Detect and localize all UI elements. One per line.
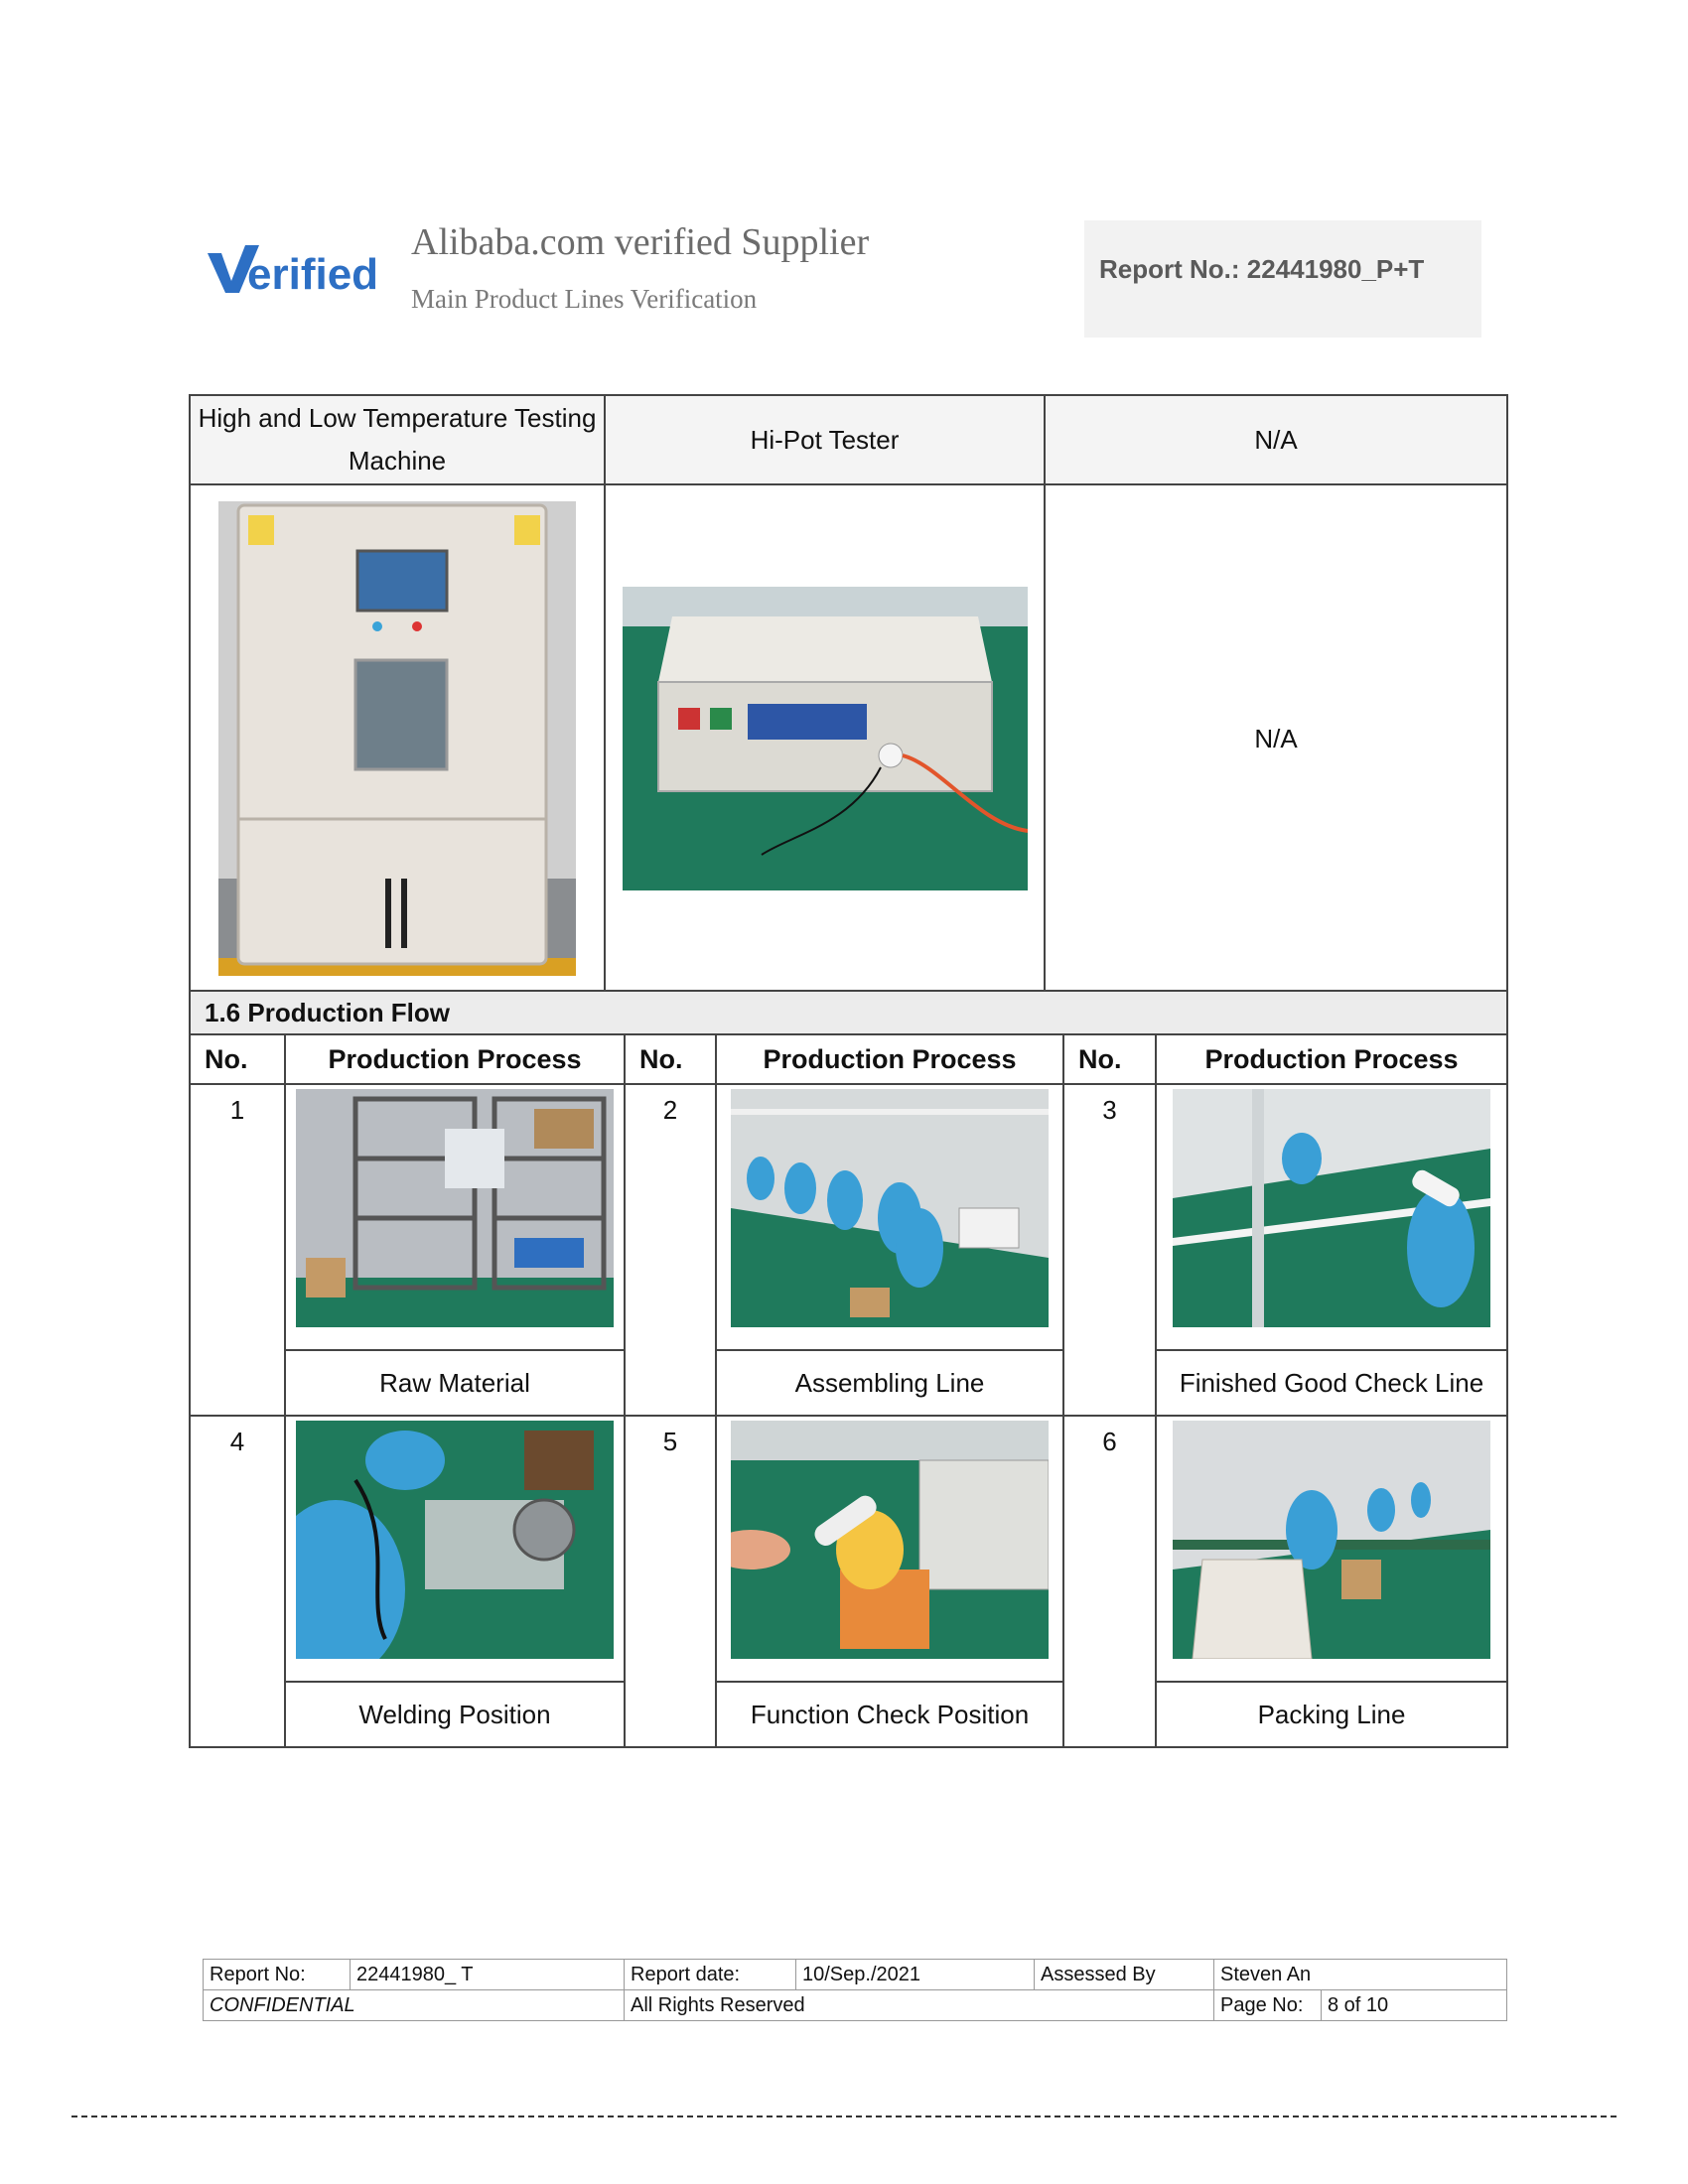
footer-page-value: 8 of 10 xyxy=(1322,1990,1507,2021)
footer-assessed-by-value: Steven An xyxy=(1214,1960,1507,1990)
step-caption: Finished Good Check Line xyxy=(1156,1350,1507,1416)
verified-logo xyxy=(202,233,375,303)
report-number: Report No.: 22441980_P+T xyxy=(1099,254,1425,284)
welding-position-photo xyxy=(296,1421,614,1659)
col-header-no: No. xyxy=(625,1034,716,1084)
supplier-title: Alibaba.com verified Supplier xyxy=(411,221,870,263)
step-number: 4 xyxy=(190,1416,285,1747)
step-caption: Raw Material xyxy=(285,1350,625,1416)
equipment-title-2: Hi-Pot Tester xyxy=(605,395,1045,484)
page-bottom-divider xyxy=(71,2116,1617,2117)
footer-rights: All Rights Reserved xyxy=(625,1990,1214,2021)
step-caption: Welding Position xyxy=(285,1682,625,1747)
step-number: 3 xyxy=(1063,1084,1156,1416)
step-number: 5 xyxy=(625,1416,716,1747)
svg-text:erified: erified xyxy=(247,250,375,299)
step-photo-cell xyxy=(285,1416,625,1682)
step-photo-cell xyxy=(285,1084,625,1350)
assembling-line-photo xyxy=(731,1089,1049,1327)
finished-good-check-photo xyxy=(1173,1089,1490,1327)
report-number-box xyxy=(1084,220,1481,338)
raw-material-photo xyxy=(296,1089,614,1327)
equipment-photo-cell-1 xyxy=(190,484,605,993)
equipment-photo-cell-2 xyxy=(605,484,1045,993)
temperature-chamber-photo xyxy=(218,501,576,976)
step-number: 1 xyxy=(190,1084,285,1416)
packing-line-photo xyxy=(1173,1421,1490,1659)
section-title: 1.6 Production Flow xyxy=(190,991,1507,1034)
footer-report-no-label: Report No: xyxy=(204,1960,351,1990)
footer-assessed-by-label: Assessed By xyxy=(1035,1960,1214,1990)
col-header-process: Production Process xyxy=(716,1034,1063,1084)
step-caption: Assembling Line xyxy=(716,1350,1063,1416)
footer-table xyxy=(203,1959,1507,2021)
step-photo-cell xyxy=(1156,1416,1507,1682)
equipment-title-1: High and Low Temperature Testing Machine xyxy=(190,395,605,484)
col-header-process: Production Process xyxy=(285,1034,625,1084)
footer-report-date-label: Report date: xyxy=(625,1960,796,1990)
equipment-title-3: N/A xyxy=(1045,395,1507,484)
step-number: 6 xyxy=(1063,1416,1156,1747)
step-photo-cell xyxy=(716,1416,1063,1682)
col-header-no: No. xyxy=(1063,1034,1156,1084)
step-caption: Packing Line xyxy=(1156,1682,1507,1747)
step-number: 2 xyxy=(625,1084,716,1416)
footer-confidential: CONFIDENTIAL xyxy=(204,1990,625,2021)
footer-report-date-value: 10/Sep./2021 xyxy=(796,1960,1035,1990)
step-photo-cell xyxy=(1156,1084,1507,1350)
equipment-table xyxy=(189,394,1508,994)
hipot-tester-photo xyxy=(623,587,1028,890)
step-caption: Function Check Position xyxy=(716,1682,1063,1747)
production-flow-table xyxy=(189,990,1508,1748)
col-header-no: No. xyxy=(190,1034,285,1084)
footer-page-label: Page No: xyxy=(1214,1990,1322,2021)
function-check-photo xyxy=(731,1421,1049,1659)
footer-report-no-value: 22441980_ T xyxy=(351,1960,625,1990)
supplier-subtitle: Main Product Lines Verification xyxy=(411,284,758,314)
equipment-na-cell: N/A xyxy=(1045,484,1507,993)
step-photo-cell xyxy=(716,1084,1063,1350)
col-header-process: Production Process xyxy=(1156,1034,1507,1084)
